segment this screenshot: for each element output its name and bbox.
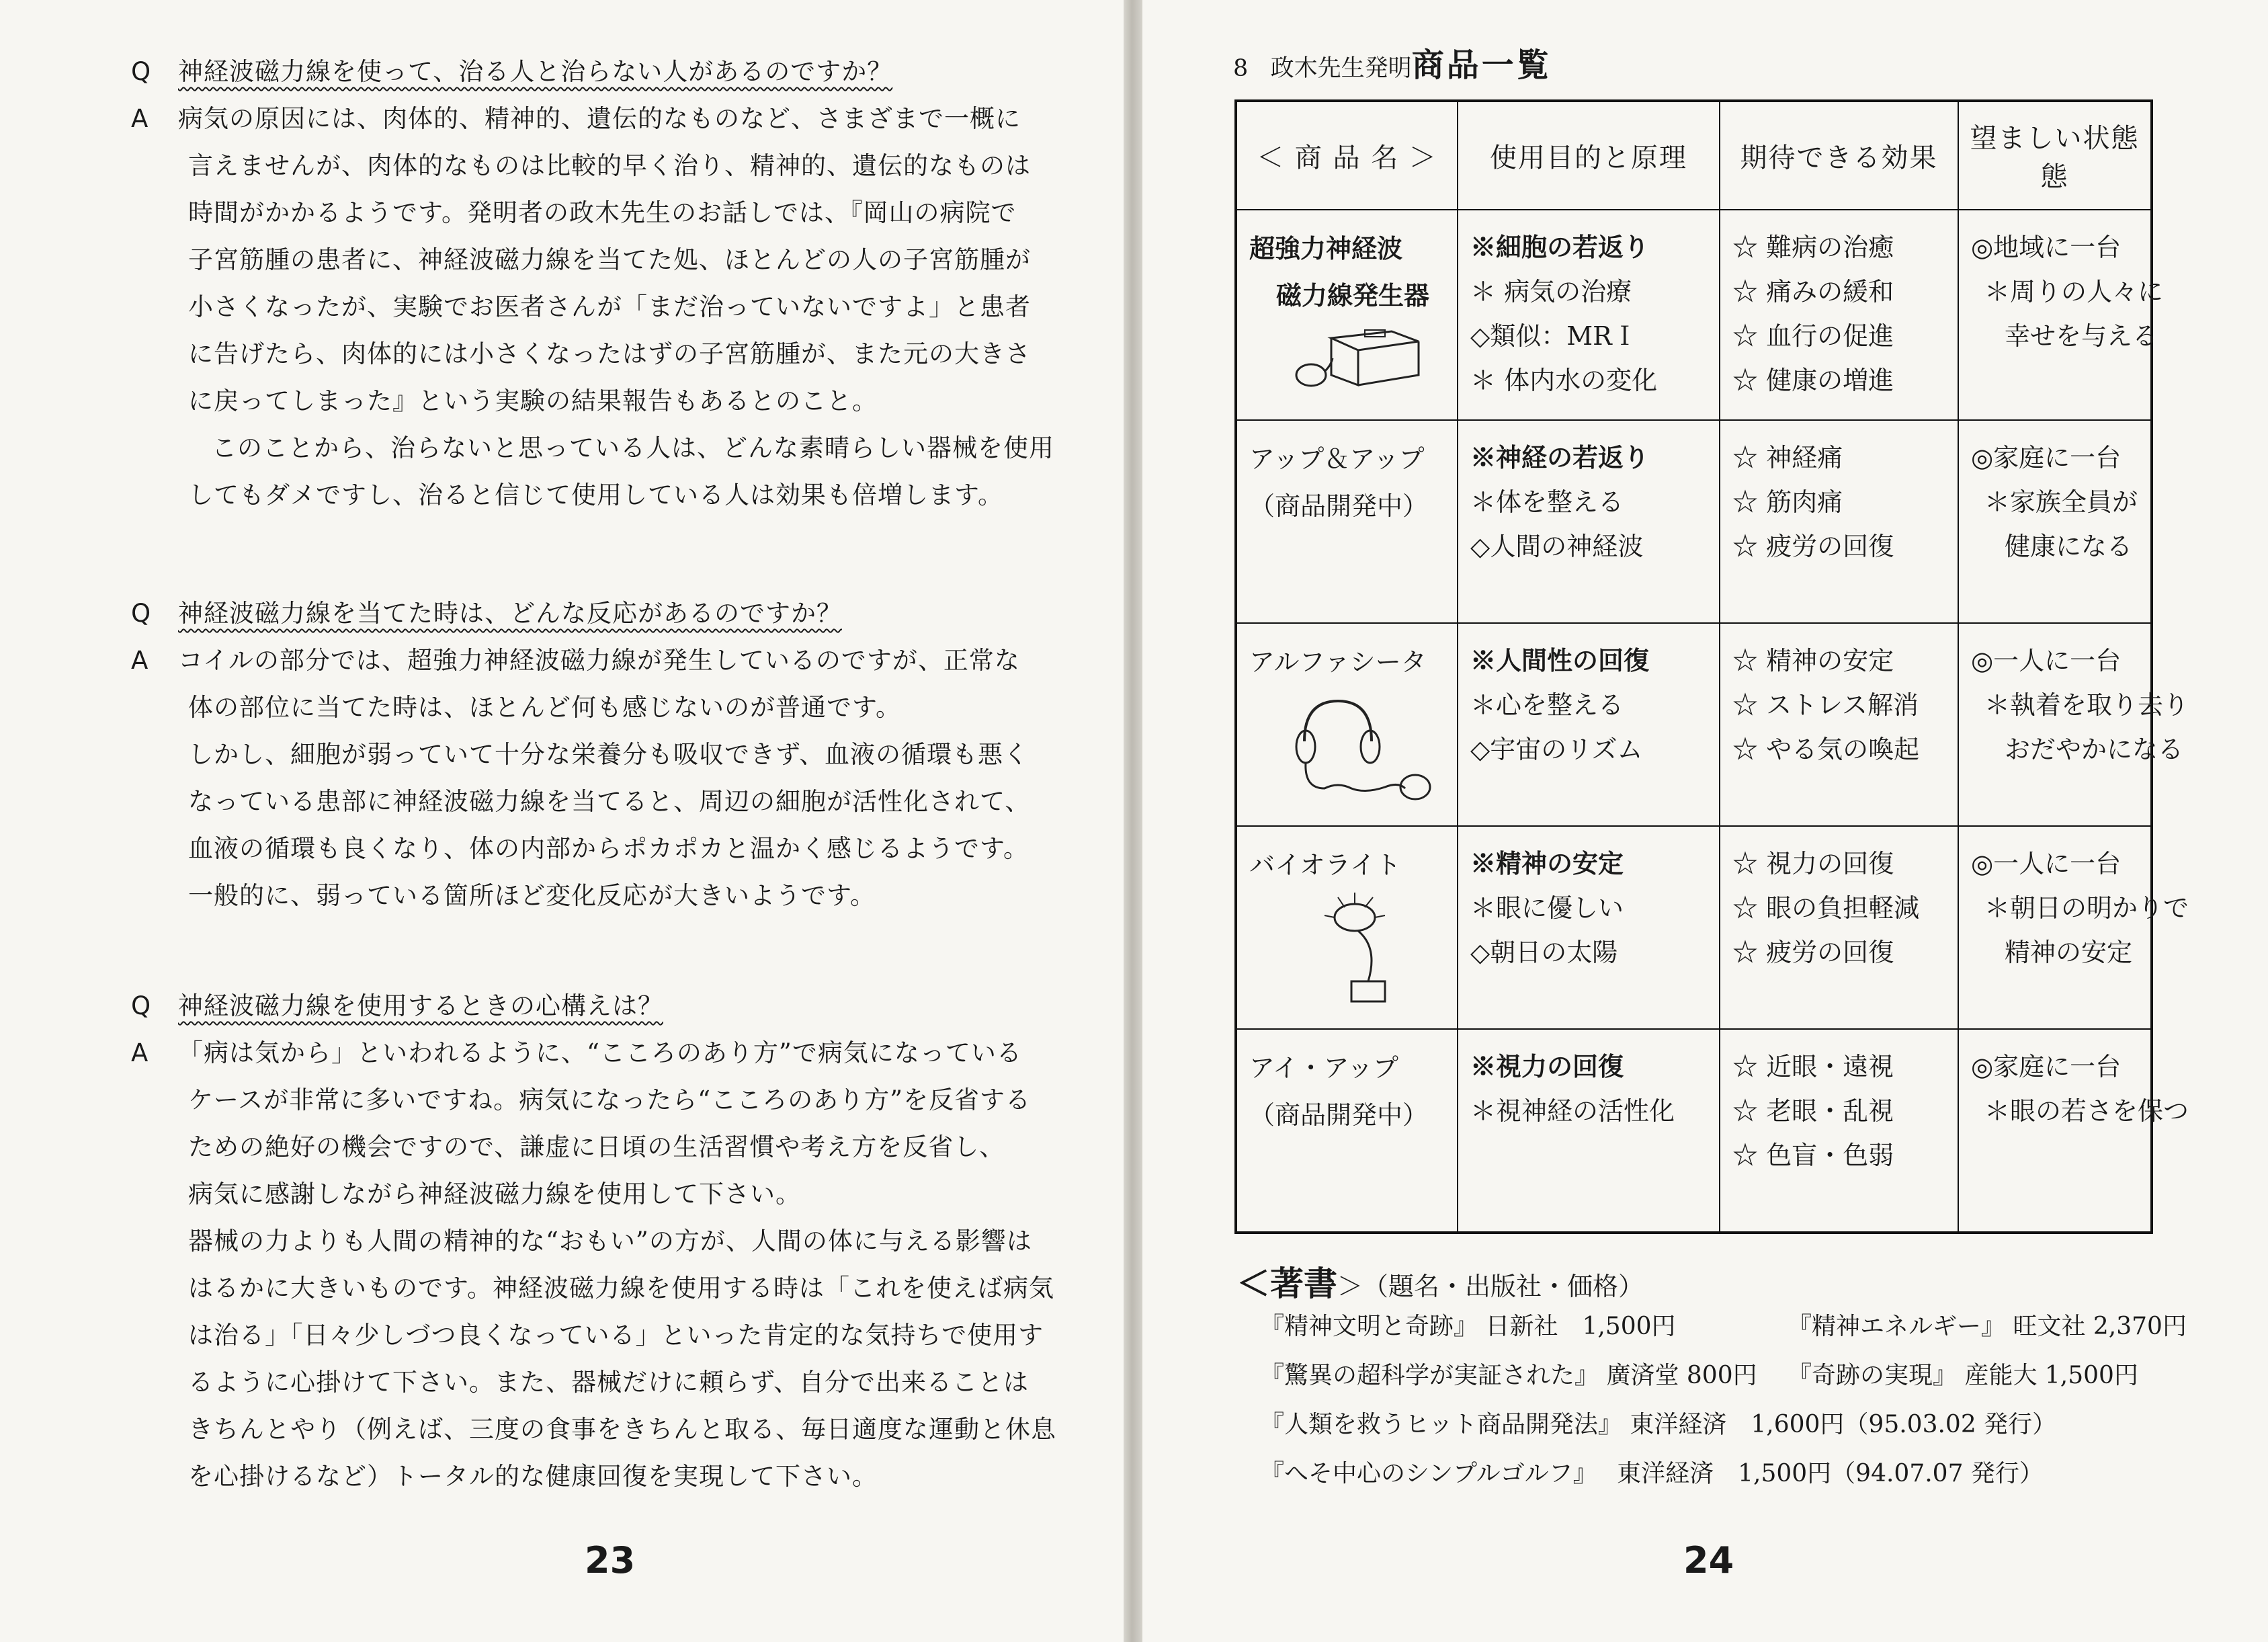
state-cell bbox=[1958, 623, 2189, 826]
product-name-cell bbox=[1236, 420, 1458, 623]
effect-line: ☆ 眼の負担軽減 bbox=[1732, 893, 1920, 923]
answer-3-line: ための絶好の機会ですので、謙虚に日頃の生活習慣や考え方を反省し、 bbox=[188, 1133, 1005, 1161]
state-line: ◎地域に一台 bbox=[1971, 232, 2122, 262]
book-entry: 『精神エネルギー』 旺文社 2,370円 bbox=[1788, 1313, 2187, 1340]
table-row bbox=[1236, 623, 2152, 826]
purpose-line: ※神経の若返り bbox=[1470, 442, 1650, 473]
effect-line: ☆ 難病の治癒 bbox=[1732, 232, 1894, 262]
lamp-illustration bbox=[1318, 887, 1412, 1008]
purpose-line: ＊視神経の活性化 bbox=[1470, 1096, 1675, 1126]
state-line: ◎家庭に一台 bbox=[1971, 1051, 2122, 1081]
answer-3-line: は治る」「日々少しづつ良くなっている」といった肯定的な気持ちで使用す bbox=[188, 1321, 1044, 1350]
purpose-cell bbox=[1458, 623, 1720, 826]
product-name: アップ＆アップ bbox=[1249, 444, 1425, 474]
answer-2-line: なっている患部に神経波磁力線を当てると、周辺の細胞が活性化されて、 bbox=[188, 787, 1031, 816]
purpose-line: ＊ 病気の治療 bbox=[1470, 276, 1632, 306]
product-name: アイ・アップ bbox=[1249, 1053, 1398, 1083]
book-entry: 『驚異の超科学が実証された』 廣済堂 800円 bbox=[1260, 1362, 1757, 1389]
table-row bbox=[1236, 1029, 2152, 1233]
book-entry: 『へそ中心のシンプルゴルフ』 東洋経済 1,500円（94.07.07 発行） bbox=[1260, 1460, 2044, 1487]
column-header: 望ましい状態態 bbox=[1958, 101, 2152, 210]
state-line: ◎家庭に一台 bbox=[1971, 442, 2122, 473]
books-heading: ＜著書＞（題名・出版社・価格） bbox=[1236, 1264, 1644, 1303]
effect-line: ☆ ストレス解消 bbox=[1732, 690, 1919, 720]
purpose-cell bbox=[1458, 420, 1720, 623]
page-number: 24 bbox=[1683, 1539, 1734, 1582]
answer-3-line: A 「病は気から」といわれるように、“こころのあり方”で病気になっている bbox=[131, 1038, 1022, 1067]
purpose-line: ＊眼に優しい bbox=[1470, 893, 1624, 923]
book-gutter bbox=[1124, 0, 1142, 1642]
product-name: バイオライト bbox=[1249, 850, 1401, 880]
purpose-line: ※人間性の回復 bbox=[1470, 645, 1650, 675]
state-cell bbox=[1958, 1029, 2189, 1233]
qa-block-2 bbox=[131, 590, 1099, 919]
effect-line: ☆ 健康の増進 bbox=[1732, 365, 1894, 395]
question-3: Q 神経波磁力線を使用するときの心構えは？ bbox=[131, 991, 663, 1020]
answer-2-line: 一般的に、弱っている箇所ほど変化反応が大きいようです。 bbox=[188, 881, 876, 910]
effect-line: ☆ 筋肉痛 bbox=[1732, 487, 1843, 517]
answer-1-line: 小さくなったが、実験でお医者さんが「まだ治っていないですよ」と患者 bbox=[188, 292, 1031, 321]
answer-3-line: 器械の力よりも人間の精神的な“おもい”の方が、人間の体に与える影響は bbox=[188, 1227, 1032, 1256]
purpose-line: ※精神の安定 bbox=[1470, 848, 1624, 878]
column-header: 使用目的と原理 bbox=[1458, 101, 1720, 210]
purpose-line: ＊体を整える bbox=[1470, 487, 1624, 517]
state-line: ＊執着を取り去り bbox=[1984, 690, 2189, 720]
state-line: ＊周りの人々に bbox=[1984, 276, 2164, 306]
effect-line: ☆ 色盲・色弱 bbox=[1732, 1140, 1894, 1170]
answer-2-line: しかし、細胞が弱っていて十分な栄養分も吸収できず、血液の循環も悪く bbox=[188, 740, 1030, 769]
answer-1-line: 時間がかかるようです。発明者の政木先生のお話しでは、『岡山の病院で bbox=[188, 198, 1017, 227]
answer-3-line: きちんとやり（例えば、三度の食事をきちんと取る、毎日適度な運動と休息 bbox=[188, 1415, 1056, 1444]
state-line: おだやかになる bbox=[2005, 734, 2184, 764]
column-header: ＜ 商 品 名 ＞ bbox=[1236, 101, 1458, 210]
page-number: 23 bbox=[585, 1539, 636, 1582]
answer-3-line: を心掛けるなど）トータル的な健康回復を実現して下さい。 bbox=[188, 1462, 878, 1491]
answer-1-line: このことから、治らないと思っている人は、どんな素晴らしい器械を使用 bbox=[212, 434, 1054, 462]
product-name-cell bbox=[1236, 1029, 1458, 1233]
effect-line: ☆ 血行の促進 bbox=[1732, 321, 1894, 351]
product-name: 磁力線発生器 bbox=[1276, 280, 1430, 311]
effects-cell bbox=[1720, 1029, 1958, 1233]
purpose-line: ※視力の回復 bbox=[1470, 1051, 1624, 1081]
state-line: 健康になる bbox=[2005, 531, 2133, 561]
column-header: 期待できる効果 bbox=[1720, 101, 1958, 210]
product-name-cell bbox=[1236, 210, 1458, 420]
magnetic-generator-illustration bbox=[1291, 311, 1425, 392]
purpose-line: ＊ 体内水の変化 bbox=[1470, 365, 1658, 395]
purpose-line: ◇人間の神経波 bbox=[1470, 531, 1644, 561]
section-title: 8 政木先生発明商品一覧 bbox=[1233, 46, 1552, 84]
effect-line: ☆ 疲労の回復 bbox=[1732, 531, 1894, 561]
book-entry: 『奇跡の実現』 産能大 1,500円 bbox=[1788, 1362, 2138, 1389]
effect-line: ☆ 精神の安定 bbox=[1732, 645, 1894, 675]
question-2: Q 神経波磁力線を当てた時は、どんな反応があるのですか？ bbox=[131, 599, 842, 628]
answer-1-line: してもダメですし、治ると信じて使用している人は効果も倍増します。 bbox=[188, 481, 1004, 509]
answer-1-line: 言えませんが、肉体的なものは比較的早く治り、精神的、遺伝的なものは bbox=[188, 151, 1031, 180]
purpose-cell bbox=[1458, 826, 1720, 1029]
table-row bbox=[1236, 420, 2152, 623]
state-cell bbox=[1958, 826, 2189, 1029]
answer-1-line: に戻ってしまった』という実験の結果報告もあるとのこと。 bbox=[188, 386, 878, 415]
effects-cell bbox=[1720, 210, 1958, 420]
product-name: （商品開発中） bbox=[1249, 1100, 1429, 1130]
answer-2-line: 血液の循環も良くなり、体の内部からポカポカと温かく感じるようです。 bbox=[188, 834, 1030, 863]
answer-1-line: 子宮筋腫の患者に、神経波磁力線を当てた処、ほとんどの人の子宮筋腫が bbox=[188, 245, 1031, 274]
effects-cell bbox=[1720, 420, 1958, 623]
purpose-line: ◇朝日の太陽 bbox=[1470, 937, 1618, 967]
book-entry: 『精神文明と奇跡』 日新社 1,500円 bbox=[1260, 1313, 1676, 1340]
question-1: Q 神経波磁力線を使って、治る人と治らない人があるのですか？ bbox=[131, 57, 893, 86]
answer-2-line: A コイルの部分では、超強力神経波磁力線が発生しているのですが、正常な bbox=[131, 646, 1020, 675]
answer-3-line: はるかに大きいものです。神経波磁力線を使用する時は「これを使えば病気 bbox=[188, 1274, 1055, 1303]
state-cell bbox=[1958, 210, 2164, 420]
right-page bbox=[1142, 0, 2268, 1642]
book-entry: 『人類を救うヒット商品開発法』 東洋経済 1,600円（95.03.02 発行） bbox=[1260, 1411, 2057, 1438]
effect-line: ☆ 近眼・遠視 bbox=[1732, 1051, 1894, 1081]
product-table bbox=[1234, 99, 2189, 1234]
answer-3-line: るように心掛けて下さい。また、器械だけに頼らず、自分で出来ることは bbox=[188, 1368, 1030, 1397]
purpose-line: ＊心を整える bbox=[1470, 690, 1624, 720]
headphones-illustration bbox=[1277, 688, 1432, 802]
state-line: ＊朝日の明かりで bbox=[1984, 893, 2189, 923]
effect-line: ☆ 疲労の回復 bbox=[1732, 937, 1894, 967]
effect-line: ☆ 痛みの緩和 bbox=[1732, 276, 1894, 306]
effect-line: ☆ 神経痛 bbox=[1732, 442, 1843, 473]
table-row bbox=[1236, 826, 2152, 1029]
effects-cell bbox=[1720, 826, 1958, 1029]
purpose-cell bbox=[1458, 1029, 1720, 1233]
state-line: ＊眼の若さを保つ bbox=[1984, 1096, 2189, 1126]
answer-1-line: A 病気の原因には、肉体的、精神的、遺伝的なものなど、さまざまで一概に bbox=[131, 104, 1021, 133]
qa-block-3 bbox=[131, 983, 1099, 1500]
state-line: 幸せを与える bbox=[2005, 321, 2158, 351]
purpose-cell bbox=[1458, 210, 1720, 420]
product-name: アルファシータ bbox=[1249, 647, 1427, 677]
answer-3-line: 病気に感謝しながら神経波磁力線を使用して下さい。 bbox=[188, 1180, 801, 1208]
effect-line: ☆ 老眼・乱視 bbox=[1732, 1096, 1894, 1126]
answer-2-line: 体の部位に当てた時は、ほとんど何も感じないのが普通です。 bbox=[188, 693, 902, 722]
effect-line: ☆ 視力の回復 bbox=[1732, 848, 1894, 878]
purpose-line: ※細胞の若返り bbox=[1470, 231, 1650, 262]
answer-1-line: に告げたら、肉体的には小さくなったはずの子宮筋腫が、また元の大きさ bbox=[188, 339, 1031, 368]
state-line: ＊家族全員が bbox=[1984, 487, 2138, 517]
product-name: （商品開発中） bbox=[1249, 491, 1429, 521]
left-page bbox=[0, 0, 1124, 1642]
product-name-cell bbox=[1236, 623, 1458, 826]
state-line: 精神の安定 bbox=[2005, 937, 2133, 967]
table-row bbox=[1236, 210, 2152, 420]
purpose-line: ◇類似：MRＩ bbox=[1470, 321, 1638, 351]
answer-3-line: ケースが非常に多いですね。病気になったら“こころのあり方”を反省する bbox=[188, 1085, 1031, 1114]
effects-cell bbox=[1720, 623, 1958, 826]
state-line: ◎一人に一台 bbox=[1971, 848, 2122, 878]
state-cell bbox=[1958, 420, 2152, 623]
product-name: 超強力神経波 bbox=[1249, 233, 1403, 263]
qa-block-1 bbox=[131, 48, 1099, 519]
state-line: ◎一人に一台 bbox=[1971, 645, 2122, 675]
purpose-line: ◇宇宙のリズム bbox=[1470, 734, 1643, 764]
product-name-cell bbox=[1236, 826, 1458, 1029]
effect-line: ☆ やる気の喚起 bbox=[1732, 734, 1920, 764]
table-header-row bbox=[1236, 101, 2152, 210]
